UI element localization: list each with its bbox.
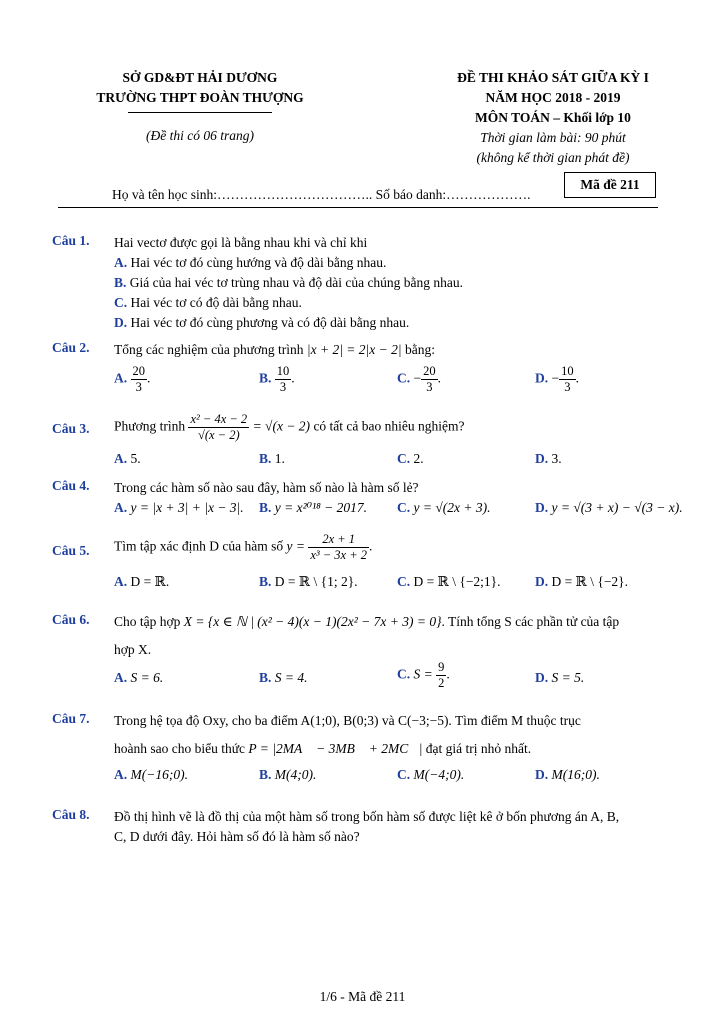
question-2-label: Câu 2. [52, 340, 90, 355]
question-2-option-a: A. $\frac{20}{3}$ . [114, 364, 151, 394]
question-4-option-d: D. y = √(3 + x) − √(3 − x). [535, 500, 683, 515]
pages-note: (Đề thi có 06 trang) [146, 128, 254, 143]
question-5-fraction: $\frac{2x + 1}{\text{x³ − 3x + 2}}$ [310, 532, 368, 562]
question-5-option-a: A. D = ℝ. [114, 574, 170, 589]
question-8-stem-line2: C, D dưới đây. Hỏi hàm số đó là hàm số nào? [114, 829, 360, 844]
question-6-option-d: D. S = 5. [535, 670, 585, 685]
question-7-option-a: A. M(−16;0). [114, 767, 188, 782]
question-2-stem: Tổng các nghiệm của phương trình |x + 2| = 2|x − 2| bằng: [114, 342, 435, 357]
question-6-label: Câu 6. [52, 612, 90, 627]
question-7-stem: Trong hệ tọa độ Oxy, cho ba điểm A(1;0), B(0;3) và C(−3;−5). Tìm điểm M thuộc trục [114, 713, 581, 728]
question-1-option-b: B. Giá của hai véc tơ trùng nhau và độ dài của chúng bằng nhau. [114, 275, 464, 290]
question-1-option-a: A. Hai véc tơ đó cùng hướng và độ dài bằng nhau. [114, 255, 387, 270]
question-2-option-c: C. − $\frac{20}{3}$ . [397, 364, 441, 394]
question-5-option-d: D. D = ℝ \ {−2}. [535, 574, 629, 589]
fraction: $\frac{10}{3}$ [561, 364, 574, 394]
school-name: TRƯỜNG THPT ĐOÀN THƯỢNG [96, 90, 304, 105]
question-6-stem: Cho tập hợp X = {x ∈ ℕ | (x² − 4)(x − 1)(2x² − 7x + 3) = 0}. Tính tổng S các phần tử của tập [114, 614, 620, 629]
time-limit: Thời gian làm bài: 90 phút [480, 130, 626, 145]
school-year: NĂM HỌC 2018 - 2019 [485, 90, 621, 105]
question-4-label: Câu 4. [52, 478, 90, 493]
question-4-option-a: A. y = |x + 3| + |x − 3|. [114, 500, 244, 515]
question-7-option-d: D. M(16;0). [535, 767, 600, 782]
question-7-stem-line2: hoành sao cho biểu thức P = |2MA⃗ − 3MB⃗ + 2MC⃗| đạt giá trị nhỏ nhất. [114, 741, 532, 756]
question-2-option-d: D. − $\frac{10}{3}$ . [535, 364, 579, 394]
question-7-option-c: C. M(−4;0). [397, 767, 465, 782]
exam-code-box: Mã đề 211 [564, 172, 656, 198]
question-3-label: Câu 3. [52, 421, 90, 436]
question-1-text [114, 233, 674, 333]
question-4-option-b: B. y = x²⁰¹⁸ − 2017. [259, 500, 368, 515]
question-1-label: Câu 1. [52, 233, 90, 248]
page-footer: 1/6 - Mã đề 211 [319, 989, 406, 1004]
question-8-stem: Đồ thị hình vẽ là đồ thị của một hàm số trong bốn hàm số được liệt kê ở bốn phương án A, B, [114, 809, 620, 824]
question-6-option-a: A. S = 6. [114, 670, 164, 685]
fraction: $\frac{20}{3}$ [132, 364, 145, 394]
question-5-label: Câu 5. [52, 543, 90, 558]
question-5-option-c: C. D = ℝ \ {−2;1}. [397, 574, 501, 589]
question-3-option-c: C. 2. [397, 451, 424, 466]
question-7-option-b: B. M(4;0). [259, 767, 317, 782]
question-6-set: X = {x ∈ ℕ | (x² − 4)(x − 1)(2x² − 7x + 3) = 0} [183, 614, 442, 629]
question-3-fraction: $\frac{\text{x² − 4x − 2}}{√(x - 2)}$ [190, 412, 248, 442]
question-1-stem: Hai vectơ được gọi là bằng nhau khi và chỉ khi [114, 235, 368, 250]
student-info-line: Họ và tên học sinh:…………………………….. Số báo danh:………………. [112, 187, 531, 202]
question-5-option-b: B. D = ℝ \ {1; 2}. [259, 574, 358, 589]
department-name: SỞ GD&ĐT HẢI DƯƠNG [122, 70, 278, 85]
question-4-option-c: C. y = √(2x + 3). [397, 500, 491, 515]
question-1-option-c: C. Hai véc tơ có độ dài bằng nhau. [114, 295, 302, 310]
question-3-option-b: B. 1. [259, 451, 285, 466]
question-6-option-b: B. S = 4. [259, 670, 308, 685]
question-6-option-c: C. S = $\frac{9}{2}$ . [397, 660, 450, 690]
question-4-stem: Trong các hàm số nào sau đây, hàm số nào là hàm số lẻ? [114, 480, 419, 495]
header-divider [58, 207, 658, 208]
fraction: $\frac{9}{2}$ [438, 660, 445, 690]
fraction: $\frac{20}{3}$ [423, 364, 436, 394]
exam-title: ĐỀ THI KHẢO SÁT GIỮA KỲ I [457, 70, 649, 85]
question-1-option-d: D. Hai véc tơ đó cùng phương và có độ dài bằng nhau. [114, 315, 410, 330]
question-3-stem: Phương trình $\frac{\text{x² − 4x − 2}}{√(x - 2)}$ = √(x − 2) có tất cả bao nhiêu nghiệm? [114, 412, 465, 442]
question-7-expression: P = |2MA⃗ − 3MB⃗ + 2MC⃗| [248, 741, 423, 756]
time-note: (không kể thời gian phát đề) [476, 150, 630, 165]
subject: MÔN TOÁN – Khối lớp 10 [475, 110, 631, 125]
question-2-option-b: B. $\frac{10}{3}$ . [259, 364, 295, 394]
question-2-equation: |x + 2| = 2|x − 2| [306, 342, 402, 357]
school-underline [128, 112, 272, 113]
question-8-label: Câu 8. [52, 807, 90, 822]
question-3-option-a: A. 5. [114, 451, 141, 466]
question-7-label: Câu 7. [52, 711, 90, 726]
question-5-stem: Tìm tập xác định D của hàm số y = $\frac{2x + 1}{\text{x³ − 3x + 2}}$ . [114, 532, 373, 562]
fraction: $\frac{10}{3}$ [276, 364, 290, 394]
question-6-stem-line2: hợp X. [114, 642, 152, 657]
question-3-option-d: D. 3. [535, 451, 562, 466]
